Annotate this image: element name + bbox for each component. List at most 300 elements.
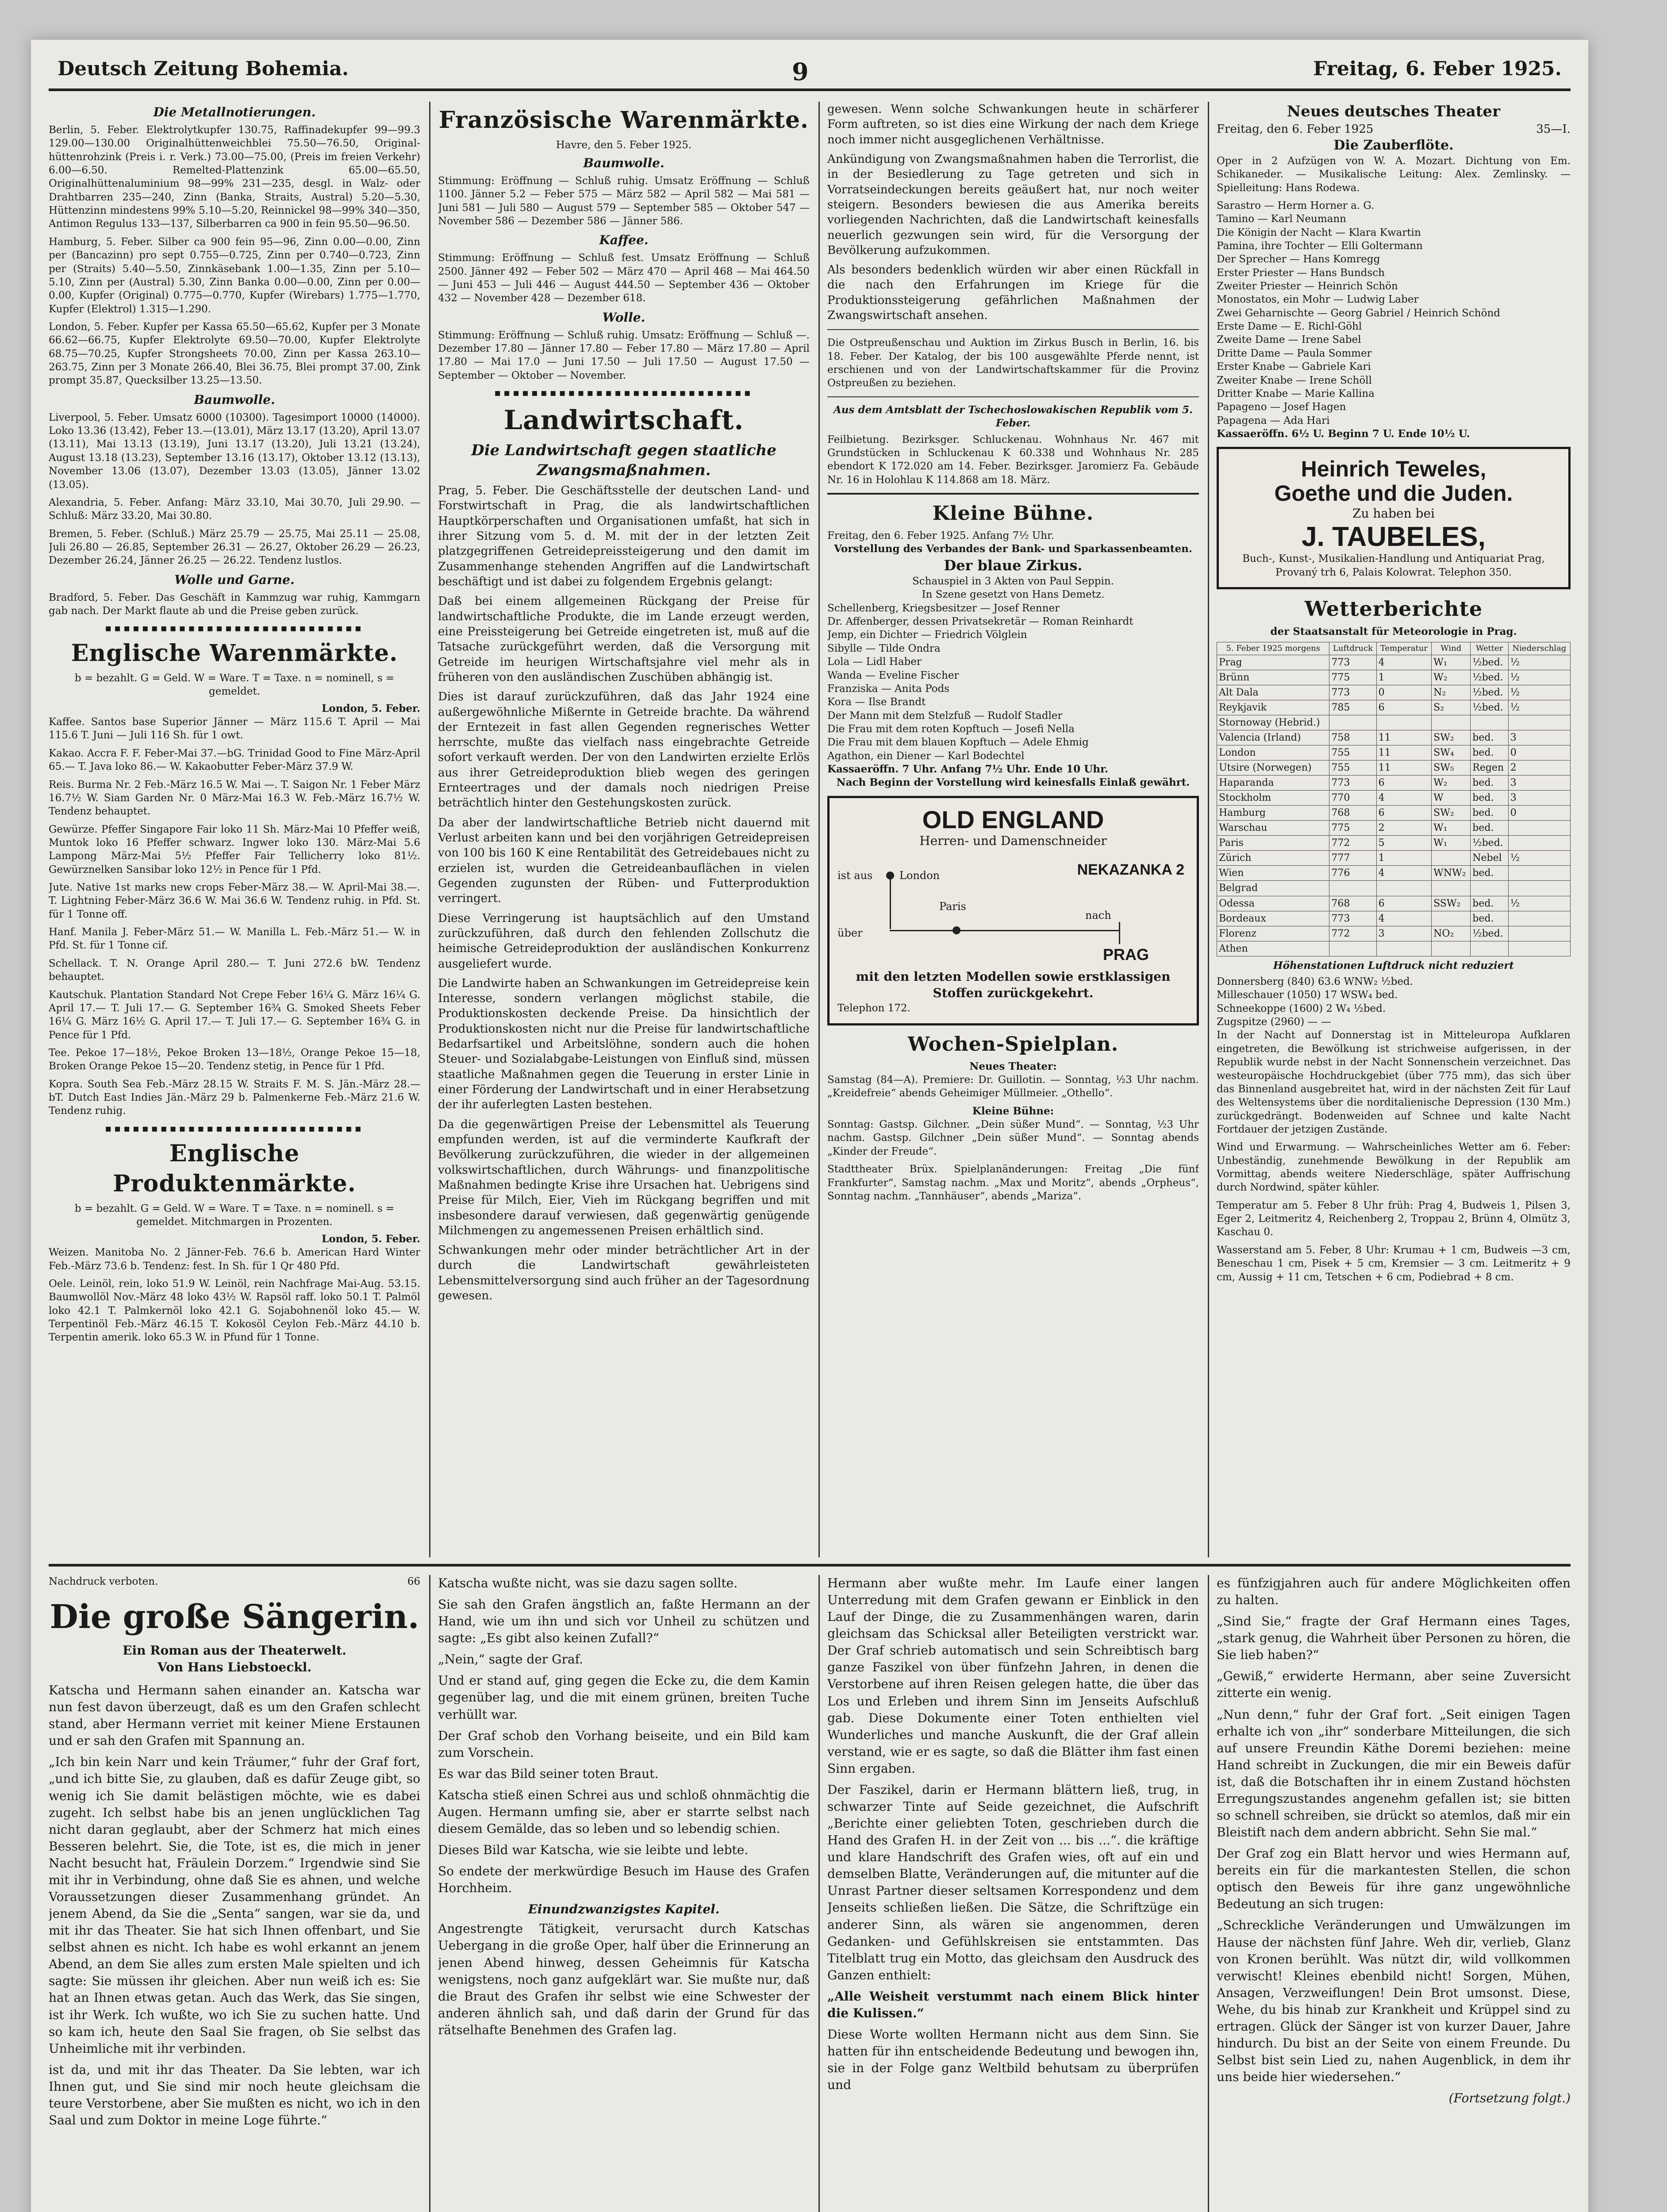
weather-value: 772 — [1329, 836, 1376, 851]
weather-station: Stornoway (Hebrid.) — [1217, 715, 1329, 730]
weather-value — [1508, 881, 1570, 896]
cast-line: Der Mann mit dem Stelzfuß — Rudolf Stadler — [827, 710, 1063, 722]
novel-paragraph: „Schreckliche Veränderungen und Umwälzungen im Hause der nächsten fünf Jahre. Weh dir, verlieb, Glanz von Kronen berühlt. Was nützt dir, wild vollkommen verwischt! Kleines ebenbild nicht! Sorgen, Mühen, Ansagen, Verzweiflungen! Dein Brot umsonst. Diese, Wehe, du bis hinab zur Krankheit und Krüppel sind zu ertragen. Glück der Sänger ist von kurzer Dauer, Jahre hindurch. Du bist an der Seite von einem Freunde. Du Selbst bist sein Lied zu, nahen Augenblick, in dem ihr uns beide hier wiedersehen.“ — [1217, 1918, 1571, 2085]
weather-row — [1217, 926, 1571, 941]
program-line: Stadttheater Brüx. Spielplanänderungen: Freitag „Die fünf Frankfurter“, Samstag nachm. „Max und Moritz“, abends „Orpheus“, Sonntag nachm. „Tannhäuser“, abends „Mariza“. — [827, 1164, 1199, 1202]
novel-paragraph: ist da, und mit ihr das Theater. Da Sie lebten, war ich Ihnen gut, und Sie sind mir noch heute gleichsam die teure Verstorbene, aber Sie mußten es nicht, wo ich in den Saal und zum Doktor in meine Loge führte.“ — [49, 2062, 420, 2128]
installment-number: 66 — [407, 1576, 420, 1587]
weather-value: 6 — [1376, 776, 1432, 791]
weather-value: SW₄ — [1432, 745, 1471, 760]
weather-value: 3 — [1508, 791, 1570, 806]
weather-paragraph: Temperatur am 5. Feber 8 Uhr früh: Prag 4, Budweis 1, Pilsen 3, Eger 2, Leitmeritz 4, Reichenberg 2, Troppau 2, Brünn 4, Olmütz 3, Kaschau 0. — [1217, 1199, 1571, 1238]
opera-title: Die Zauberflöte. — [1333, 138, 1454, 154]
opera-description: Oper in 2 Aufzügen von W. A. Mozart. Dichtung von Em. Schikaneder. — Musikalische Leitung: Alex. Zemlinsky. — Spielleitung: Hans Rodewa. — [1217, 155, 1571, 194]
weather-value: 6 — [1376, 896, 1432, 911]
novel-column-2 — [438, 1575, 810, 2212]
weather-header: Temperatur — [1376, 642, 1432, 655]
column-notices — [827, 102, 1199, 1557]
weather-value: 758 — [1329, 730, 1376, 745]
novel-paragraph: Katscha wußte nicht, was sie dazu sagen sollte. — [438, 1576, 738, 1590]
novel-author: Von Hans Liebstoeckl. — [157, 1659, 312, 1674]
cast-line: Dritte Dame — Paula Sommer — [1217, 347, 1372, 359]
divider — [827, 329, 1199, 330]
ad-phone: Telephon 172. — [837, 1002, 910, 1014]
cast-line: Die Königin der Nacht — Klara Kwartin — [1217, 227, 1421, 238]
novel-column-1 — [49, 1575, 420, 2212]
masthead-date: Freitag, 6. Feber 1925. — [1313, 58, 1562, 80]
weather-value: 0 — [1508, 806, 1570, 821]
column-divider — [1208, 102, 1209, 1557]
market-paragraph: Stimmung: Eröffnung — Schluß ruhig. Umsatz Eröffnung — Schluß 1100. Jänner 5.2 — Feber 575 — März 582 — April 582 — Mai 581 — Juni 581 — Juli 580 — August 579 — September 585 — Oktober 547 — November 586 — Dezember 586 — Jänner 586. — [438, 175, 810, 227]
weather-value: 1 — [1376, 670, 1432, 685]
weather-value: 11 — [1376, 760, 1432, 776]
weather-value: 755 — [1329, 760, 1376, 776]
ad-address: NEKAZANKA 2 — [1077, 861, 1184, 879]
cast-line: Zwei Geharnischte — Georg Gabriel / Heinrich Schönd — [1217, 307, 1500, 319]
weather-header: Wetter — [1471, 642, 1509, 655]
weather-value: ½ — [1508, 851, 1570, 866]
cast-line: Dr. Affenberger, dessen Privatsekretär — Roman Reinhardt — [827, 616, 1133, 628]
cast-line: Agathon, ein Diener — Karl Bodechtel — [827, 750, 1025, 762]
ad-tagline: mit den letzten Modellen sowie erstklassigen Stoffen zurückgekehrt. — [856, 969, 1171, 1001]
novel-paragraph: „Gewiß,“ erwiderte Hermann, aber seine Zuversicht zitterte ein wenig. — [1217, 1669, 1571, 1701]
weather-value: 772 — [1329, 926, 1376, 941]
weather-rows — [1217, 655, 1571, 956]
ad-subtitle: Herren- und Damenschneider — [919, 833, 1107, 849]
article-paragraph: Prag, 5. Feber. Die Geschäftsstelle der deutschen Land- und Forstwirtschaft in Prag, die als landwirtschaftlichen Hauptkörperschaften und Organisationen umfaßt, hat sich in ihrer Sitzung vom 5. d. M. mit der in der letzten Zeit platzgegriffenen Getreidepreissteigerung und den damit im Zusammenhange stehenden Angriffen auf die Landwirtschaft beschäftigt und ist dabei zu folgendem Ergebnis gelangt: — [438, 484, 810, 588]
weather-value: bed. — [1471, 911, 1509, 926]
novel-paragraph: Der Graf schob den Vorhang beiseite, und ein Bild kam zum Vorschein. — [438, 1728, 810, 1760]
weather-value — [1471, 881, 1509, 896]
novel-paragraph: Der Graf zog ein Blatt hervor und wies Hermann auf, bereits ein für die markantesten Stellen, die schon optisch den Beweis für ihre ganz ungewöhnliche Bedeutung an sich trugen: — [1217, 1846, 1571, 1912]
market-paragraph: Tee. Pekoe 17—18½, Pekoe Broken 13—18½, Orange Pekoe 15—18, Broken Orange Pekoe 15—20. Tendenz stetig, in Pence für 1 Pfd. — [49, 1047, 420, 1072]
french-markets-title: Französische Warenmärkte. — [438, 107, 809, 134]
weather-row — [1217, 806, 1571, 821]
weather-value: 773 — [1329, 911, 1376, 926]
station-line: Milleschauer (1050) 17 WSW₄ bed. — [1217, 989, 1398, 1001]
weather-value: W₁ — [1432, 655, 1471, 670]
weather-subtitle: der Staatsanstalt für Meteorologie in Prag. — [1270, 625, 1517, 637]
chapter-heading: Einundzwanzigstes Kapitel. — [528, 1902, 720, 1917]
market-paragraph: Stimmung: Eröffnung — Schluß fest. Umsatz Eröffnung — Schluß 2500. Jänner 492 — Feber 502 — März 470 — April 468 — Mai 464.50 — Juni 453 — Juli 446 — August 444.50 — September 436 — Oktober 432 — November 428 — Dezember 618. — [438, 252, 810, 304]
weather-station: Wien — [1217, 866, 1329, 881]
cast-line: Franziska — Anita Pods — [827, 683, 949, 695]
place-line: Havre, den 5. Feber 1925. — [556, 139, 692, 151]
weather-value — [1432, 715, 1471, 730]
route-label: Paris — [939, 900, 966, 913]
weather-value: 3 — [1508, 730, 1570, 745]
weather-value: ½ — [1508, 896, 1570, 911]
agriculture-title: Landwirtschaft. — [503, 405, 744, 436]
cast-line: Kassaeröffn. 6½ U. Beginn 7 U. Ende 10½ U. — [1217, 427, 1470, 440]
column-markets — [49, 102, 420, 1557]
weather-value: ½bed. — [1471, 836, 1509, 851]
weather-value: 2 — [1376, 821, 1432, 836]
weather-value: bed. — [1471, 730, 1509, 745]
cast-line: Monostatos, ein Mohr — Ludwig Laber — [1217, 294, 1419, 306]
cast-line: Zweite Dame — Irene Sabel — [1217, 334, 1361, 346]
weather-row — [1217, 685, 1571, 700]
divider — [827, 396, 1199, 397]
program-line: Freitag, den 6. Feber 1925. Anfang 7½ Uhr. — [827, 530, 1054, 542]
market-paragraph: Weizen. Manitoba No. 2 Jänner-Feb. 76.6 b. American Hard Winter Feb.-März 73.6 b. Tendenz: fest. In Sh. für 1 Qr 480 Pfd. — [49, 1247, 420, 1272]
weather-value: bed. — [1471, 745, 1509, 760]
market-paragraph: Liverpool, 5. Feber. Umsatz 6000 (10300). Tagesimport 10000 (14000). Loko 13.36 (13.42), Feber 13.—(13.01), März 13.17 (13.20), April 13.07 (13.11), Mai 13.13 (13.19), Juni 13.17 (13.20), Juli 13.21 (13.24), August 13.18 (13.23), September 13.16 (13.17), Oktober 13.12 (13.13), November 13.06 (13.07), Dezember 13.03 (13.05), Jänner 13.02 (13.05). — [49, 411, 420, 491]
weather-value: ½ — [1508, 685, 1570, 700]
route-label: PRAG — [1103, 945, 1149, 964]
cast-line: Die Frau mit dem blauen Kopftuch — Adele Ehmig — [827, 737, 1089, 749]
cotton-heading: Baumwolle. — [194, 392, 275, 407]
weather-value: 768 — [1329, 806, 1376, 821]
article-paragraph: Schwankungen mehr oder minder beträchtlicher Art in der durch die Landwirtschaft gewährleisteten Lebensmittelversorgung sind auch früher an der Tagesordnung gewesen. — [438, 1244, 810, 1303]
market-paragraph: Berlin, 5. Feber. Elektrolytkupfer 130.75, Raffinadekupfer 99—99.3 129.00—130.00 Originalhüttenweichblei 75.50—76.50, Original-hüttenrohzink (Preis i. r. Verk.) 73.00—75.00, (Preis im freien Verkehr) 6.00—6.50. Remelted-Plattenzink 65.00—65.50, Originalhüttenaluminium 98—99% 231—235, desgl. in Walz- oder Drahtbarren 235—240, Zinn (Banka, Straits, Austral) 5.20—5.30, Hüttenzinn mindestens 99% 5.10—5.20, Reinnickel 98—99% 340—350, Antimon Regulus 133—137, Silberbarren ca 900 in fein 95.50—96.50. — [49, 124, 420, 230]
cast-line: Papageno — Josef Hagen — [1217, 401, 1346, 413]
weather-value: 5 — [1376, 836, 1432, 851]
weather-value: W₂ — [1432, 776, 1471, 791]
station-line: Zugspitze (2960) — — — [1217, 1016, 1331, 1028]
program-line: Vorstellung des Verbandes der Bank- und Sparkassenbeamten. — [834, 543, 1192, 555]
market-paragraph: Kopra. South Sea Feb.-März 28.15 W. Straits F. M. S. Jän.-März 28.— bT. Dutch East Indies Jän.-März 29 b. Palmenkerne Feb.-März 21.6 W. Tendenz ruhig. — [49, 1078, 420, 1117]
novel-paragraph: Dieses Bild war Katscha, wie sie leibte und lebte. — [438, 1843, 749, 1858]
cast-line: Lola — Lidl Haber — [827, 656, 922, 668]
place-line: London, 5. Feber. — [322, 1233, 420, 1245]
continued-note: (Fortsetzung folgt.) — [1448, 2091, 1571, 2106]
weather-value: ½bed. — [1471, 670, 1509, 685]
metals-heading: Die Metallnotierungen. — [153, 105, 316, 119]
ad-line: Buch-, Kunst-, Musikalien-Handlung und Antiquariat Prag, Provaný trh 6, Palais Kolowrat. Telephon 350. — [1242, 553, 1545, 578]
weather-header: 5. Feber 1925 morgens — [1217, 642, 1329, 655]
novel-paragraph: „Alle Weisheit verstummt nach einem Blick hinter die Kulissen.“ — [827, 1989, 1199, 2020]
weather-value — [1508, 715, 1570, 730]
newspaper-page — [31, 40, 1588, 2212]
weather-station: Stockholm — [1217, 791, 1329, 806]
cast-line: Sarastro — Herm Horner a. G. — [1217, 200, 1375, 211]
weather-value: 4 — [1376, 911, 1432, 926]
column-divider — [429, 1575, 430, 2212]
weather-station: Prag — [1217, 655, 1329, 670]
column-divider — [429, 102, 430, 1557]
ornament-divider: ▪▪▪▪▪▪▪▪▪▪▪▪▪▪▪▪▪▪▪▪▪▪▪▪▪▪▪▪ — [105, 623, 364, 634]
weather-value: 777 — [1329, 851, 1376, 866]
weather-value — [1508, 836, 1570, 851]
novel-paragraph: Der Faszikel, darin er Hermann blättern ließ, trug, in schwarzer Tinte auf Seide gezeichnet, die Aufschrift „Berichte einer geliebten Toten, geschrieben durch die Hand des Grafen H. in der Zeit von ... bis ...“. die kräftige und klare Handschrift des Grafen wies, oft auf ein und demselben Blatte, Veränderungen auf, die mitunter auf die Unrast Partner dieser seltsamen Korrespondenz und dem Jenseits schließen ließen. Die Sätze, die Schriftzüge ein anderer Sinn, als wären sie angenommen, deren Gedanken- und Gefühlskreisen sie entstammten. Das Titelblatt trug ein Motto, das gleichsam den Ausdruck des Ganzen enthielt: — [827, 1782, 1199, 1982]
weather-header: Luftdruck — [1329, 642, 1376, 655]
cast-line: Pamina, ihre Tochter — Elli Goltermann — [1217, 240, 1423, 252]
weather-station: Athen — [1217, 941, 1329, 956]
theater-number: 35—I. — [1536, 122, 1571, 136]
market-paragraph: Schellack. T. N. Orange April 280.— T. Juni 272.6 bW. Tendenz behauptet. — [49, 957, 420, 983]
weather-row — [1217, 655, 1571, 670]
weather-value: 773 — [1329, 776, 1376, 791]
column-agriculture — [438, 102, 810, 1557]
cast-line: Papagena — Ada Hari — [1217, 415, 1330, 426]
weather-value: bed. — [1471, 791, 1509, 806]
article-paragraph: Dies ist darauf zurückzuführen, daß das Jahr 1924 eine außergewöhnliche Mißernte in Getreide brachte. Da während der Erntezeit in fast allen Gegenden regnerisches Wetter herrschte, mußte das vielfach nass eingebrachte Getreide sofort verkauft werden. Der von den Landwirten erzielte Erlös aus ihrer Getreideproduktion blieb wegen des geringen Ernteertrages und der damals noch niedrigen Preise beträchtlich hinter den Gestehungskosten zurück. — [438, 690, 810, 810]
weather-value — [1376, 715, 1432, 730]
weather-value: bed. — [1471, 821, 1509, 836]
notice-paragraph: Feilbietung. Bezirksger. Schluckenau. Wohnhaus Nr. 467 mit Grundstücken in Schluckenau K 60.338 und Wohnhaus Nr. 285 ebendort K 172.020 am 14. Feber. Bezirksger. Jaromierz Fa. Gebäude Nr. 16 in Holohlau K 114.868 am 18. März. — [827, 434, 1199, 486]
weather-value: ½ — [1508, 700, 1570, 715]
weather-header: Niederschlag — [1508, 642, 1570, 655]
theater-date-row — [1217, 122, 1571, 137]
ad-line: Zu haben bei — [1352, 506, 1435, 521]
weather-station: Brünn — [1217, 670, 1329, 685]
program-line: Kleine Bühne: — [972, 1105, 1054, 1117]
cast-line: Erste Dame — E. Richl-Göhl — [1217, 321, 1362, 333]
novel-paragraph: „Nun denn,“ fuhr der Graf fort. „Seit einigen Tagen erhalte ich von „ihr“ sonderbare Mitteilungen, die sich auf unsere Freundin Käthe Doremi beziehen: meine Hand schreibt in Zuckungen, die mir ein Beweis dafür ist, daß die Botschaften ihr in einem Zustand höchsten Erregungszustandes angenehm gefallen ist; sie bitten so schnell schreiben, sie drückt so atemlos, daß mir ein Bleistift nach dem andern abbricht. Sehn Sie mal.“ — [1217, 1707, 1571, 1840]
column-theater-weather — [1217, 102, 1571, 1557]
novel-subtitle: Ein Roman aus der Theaterwelt. — [123, 1643, 346, 1658]
weather-station: Florenz — [1217, 926, 1329, 941]
play-title: Der blaue Zirkus. — [944, 557, 1083, 574]
route-label: über — [837, 927, 863, 940]
weather-station: Bordeaux — [1217, 911, 1329, 926]
weather-row — [1217, 791, 1571, 806]
weather-row — [1217, 776, 1571, 791]
market-paragraph: Oele. Leinöl, rein, loko 51.9 W. Leinöl, rein Nachfrage Mai-Aug. 53.15. Baumwollöl Nov.-März 48 loko 43½ W. Rapsöl raff. loko 50.1 T. Palmöl loko 42.1 T. Palmkernöl loko 42.1 G. Sojabohnenöl loko 45.— W. Terpentinöl Feb.-März 46.15 T. Kokosöl Ceylon Feb.-März 44.10 b. Terpentin amerik. loko 65.3 W. in Pfund für 1 Tonne. — [49, 1278, 420, 1344]
weather-row — [1217, 941, 1571, 956]
novel-paragraph: Sie sah den Grafen ängstlich an, faßte Hermann an der Hand, wie um ihn und sich vor Unheil zu schützen und sagte: „Es gibt also keinen Zufall?“ — [438, 1597, 810, 1646]
weather-value — [1508, 926, 1570, 941]
article-paragraph: Als besonders bedenklich würden wir aber einen Rückfall in die nach den Erfahrungen im Kriege für die Produktionssteigerung gefährlichen Maßnahmen der Zwangswirtschaft ansehen. — [827, 263, 1199, 323]
article-paragraph: Daß bei einem allgemeinen Rückgang der Preise für landwirtschaftliche Produkte, die im Lande erzeugt werden, eine Preissteigerung bei Getreide eingetreten ist, muß auf die Tatsache zurückgeführt werden, daß die Versorgung mit Getreide im heurigen Wirtschaftsjahre viel mehr als in früheren von den ausländischen Zuschüben abhängig ist. — [438, 595, 810, 684]
weather-value: 0 — [1508, 745, 1570, 760]
weather-row — [1217, 881, 1571, 896]
novel-column-4 — [1217, 1575, 1571, 2212]
ad-line: Goethe und die Juden. — [1274, 481, 1513, 506]
weather-value: 776 — [1329, 866, 1376, 881]
novel-paragraph: „Sind Sie,“ fragte der Graf Hermann eines Tages, „stark genug, die Wahrheit über Personen zu hören, die Sie lieb haben?“ — [1217, 1614, 1571, 1663]
weather-station: Valencia (Irland) — [1217, 730, 1329, 745]
market-paragraph: Hanf. Manila J. Feber-März 51.— W. Manilla L. Feb.-März 51.— W. in Pfd. St. für 1 Tonne cif. — [49, 926, 420, 952]
cotton-heading: Baumwolle. — [583, 155, 664, 170]
market-paragraph: Kakao. Accra F. F. Feber-Mai 37.—bG. Trinidad Good to Fine März-April 65.— T. Java loko 86.— W. Kakaobutter Feber-März 37.9 W. — [49, 747, 420, 773]
route-line — [890, 930, 1120, 931]
weather-value: N₂ — [1432, 685, 1471, 700]
wool-heading: Wolle und Garne. — [174, 572, 295, 587]
program-line: Sonntag: Gastsp. Gilchner. „Dein süßer Mund“. — Sonntag, ½3 Uhr nachm. Gastsp. Gilchner „Dein süßer Mund“. — Sonntag abends „Kinder der Freude“. — [827, 1119, 1199, 1157]
market-paragraph: Kaffee. Santos base Superior Jänner — März 115.6 T. April — Mai 115.6 T. Juni — Juli 116 Sh. für 1 owt. — [49, 716, 420, 741]
weather-value — [1376, 941, 1432, 956]
weather-value: 0 — [1376, 685, 1432, 700]
taubeles-ad — [1217, 447, 1571, 589]
ornament-divider: ▪▪▪▪▪▪▪▪▪▪▪▪▪▪▪▪▪▪▪▪▪▪▪▪▪▪▪▪ — [105, 1123, 364, 1134]
weather-value — [1376, 881, 1432, 896]
agriculture-subtitle: Die Landwirtschaft gegen staatliche Zwangsmaßnahmen. — [471, 442, 776, 480]
weather-value: Nebel — [1471, 851, 1509, 866]
cast-line: Tamino — Karl Neumann — [1217, 213, 1346, 225]
novel-paragraph: Hermann aber wußte mehr. Im Laufe einer langen Unterredung mit dem Grafen gewann er Einblick in den Lauf der Dinge, die zu Zusammenhängen waren, darin gleichsam das Schicksal aller Beteiligten verstrickt war. Der Graf schrieb automatisch und sein Schreibtisch barg ganze Faszikel von über fünfzehn Jahren, in denen die Verstorbene auf ihren Reisen gelegen hatte, die über das Los und Erleben und ihrem Sinn im Jenseits Aufschluß gab. Diese Dokumente einer Toten enthielten viel Wunderliches und manche Auskunft, die der Graf allein verstand, wie er es sagte, so daß die Blätter ihm fast einen Sinn ergaben. — [827, 1576, 1199, 1776]
weather-value: Regen — [1471, 760, 1509, 776]
weather-value: ½bed. — [1471, 700, 1509, 715]
cast-line: Erster Knabe — Gabriele Kari — [1217, 361, 1371, 373]
weather-value — [1432, 851, 1471, 866]
weather-value: 2 — [1508, 760, 1570, 776]
weather-value: W₂ — [1432, 670, 1471, 685]
theater-title: Neues deutsches Theater — [1287, 103, 1500, 120]
weather-value: 6 — [1376, 806, 1432, 821]
route-label: ist aus — [837, 869, 873, 882]
weather-row — [1217, 911, 1571, 926]
stations-heading: Höhenstationen Luftdruck nicht reduziert — [1273, 959, 1514, 972]
station-line: Schneekoppe (1600) 2 W₄ ½bed. — [1217, 1002, 1386, 1014]
novel-paragraph: „Nein,“ sagte der Graf. — [438, 1652, 583, 1667]
novel-column-3 — [827, 1575, 1199, 2212]
route-label: nach — [1085, 909, 1111, 922]
weather-value — [1432, 911, 1471, 926]
weekly-program-title: Wochen-Spielplan. — [907, 1033, 1119, 1056]
weather-value: W — [1432, 791, 1471, 806]
weather-row — [1217, 836, 1571, 851]
novel-paragraph: Diese Worte wollten Hermann nicht aus dem Sinn. Sie hatten für ihn entscheidende Bedeutung und bewogen ihn, sie in der Folge ganz Weltbild behutsam zu überprüfen und — [827, 2027, 1199, 2093]
masthead-left: Deutsch Zeitung Bohemia. — [58, 58, 349, 80]
program-line: Samstag (84—A). Premiere: Dr. Guillotin. — Sonntag, ½3 Uhr nachm. „Kreidefreie“ abends Geheimiger Müllmeier. „Othello“. — [827, 1074, 1199, 1099]
program-line: Neues Theater: — [969, 1060, 1057, 1072]
program-line: Schauspiel in 3 Akten von Paul Seppin. — [912, 576, 1114, 587]
weather-value: 755 — [1329, 745, 1376, 760]
cast-line: Zweiter Knabe — Irene Schöll — [1217, 374, 1372, 386]
column-divider — [818, 1575, 820, 2212]
weather-title: Wetterberichte — [1304, 597, 1483, 621]
legend-text: b = bezahlt. G = Geld. W = Ware. T = Taxe. n = nominell, s = gemeldet. — [74, 672, 395, 698]
weather-row — [1217, 715, 1571, 730]
cast-line: Erster Priester — Hans Bundsch — [1217, 267, 1385, 279]
weather-row — [1217, 866, 1571, 881]
weather-row — [1217, 730, 1571, 745]
article-paragraph: Die Landwirte haben an Schwankungen im Getreidepreise kein Interesse, sondern verlangen möglichst stabile, die Produktionskosten deckende Preise. Da hinsichtlich der Produktionskosten nicht nur die Preise für landwirtschaftliche Bedarfsartikel und Arbeitslöhne, sondern auch die hohen Steuer- und Sozialabgabe-Leistungen von Einfluß sind, müssen staatliche Maßnahmen gegen die Teuerung in erster Linie in einer Förderung der Landwirtschaft und in einer Herabsetzung der ihr auferlegten Lasten bestehen. — [438, 976, 810, 1112]
weather-value — [1329, 941, 1376, 956]
novel-paragraph: Und er stand auf, ging gegen die Ecke zu, die dem Kamin gegenüber lag, und die mit einem grünen, breiten Tuche verhüllt war. — [438, 1673, 810, 1722]
weather-value: 773 — [1329, 655, 1376, 670]
weather-value: SSW₂ — [1432, 896, 1471, 911]
weather-value: WNW₂ — [1432, 866, 1471, 881]
cast-line: Sibylle — Tilde Ondra — [827, 642, 941, 654]
article-paragraph: Diese Verringerung ist hauptsächlich auf den Umstand zurückzuführen, daß durch den fehlenden Zollschutz die heimische Getreideproduktion der ausländischen Konkurrenz ausgeliefert wurde. — [438, 911, 810, 971]
weather-value: SW₅ — [1432, 760, 1471, 776]
market-paragraph: Bremen, 5. Feber. (Schluß.) März 25.79 — 25.75, Mai 25.11 — 25.08, Juli 26.80 — 26.85, September 26.31 — 26.27, Oktober 26.29 — 26.23, Dezember 26.24, Jänner 26.25 — 26.22. Tendenz lustlos. — [49, 528, 420, 567]
article-paragraph: Da die gegenwärtigen Preise der Lebensmittel als Teuerung empfunden werden, ist auf die verminderte Kaufkraft der Bevölkerung zurückzuführen, die wieder in der allgemeinen volkswirtschaftlichen, durch Währungs- und finanzpolitische Maßnahmen bedingte Krise ihre Ursachen hat. Uebrigens sind Preise für Milch, Eier, Vieh im Rückgang begriffen und mit insbesondere darauf verwiesen, daß gegenwärtig genügende Milchmengen zu angemessenen Preisen erhältlich sind. — [438, 1118, 810, 1237]
notice-heading: Aus dem Amtsblatt der Tschechoslowakischen Republik vom 5. Feber. — [833, 403, 1193, 430]
ad-title: OLD ENGLAND — [922, 805, 1104, 833]
route-label: London — [899, 869, 940, 882]
novel-meta — [49, 1575, 420, 1589]
wool-heading: Wolle. — [602, 310, 645, 325]
novel-paragraph: So endete der merkwürdige Besuch im Hause des Grafen Horchheim. — [438, 1864, 810, 1896]
notice-paragraph: Die Ostpreußenschau und Auktion im Zirkus Busch in Berlin, 16. bis 18. Feber. Der Katalog, der bis 100 ausgewählte Pferde nennt, ist erschienen und von der Landwirtschaftskammer für die Provinz Ostpreußen zu beziehen. — [827, 337, 1199, 389]
weather-station: Zürich — [1217, 851, 1329, 866]
weather-table — [1217, 642, 1571, 956]
weather-value: 768 — [1329, 896, 1376, 911]
feuilleton-rule — [49, 1564, 1571, 1567]
route-line — [1119, 922, 1120, 944]
weather-station: Odessa — [1217, 896, 1329, 911]
column-divider — [818, 102, 820, 1557]
cast-line: Schellenberg, Kriegsbesitzer — Josef Renner — [827, 602, 1060, 614]
weather-value: bed. — [1471, 806, 1509, 821]
weather-row — [1217, 821, 1571, 836]
weather-value: ½ — [1508, 670, 1570, 685]
column-divider — [1208, 1575, 1209, 2212]
weather-station: Hamburg — [1217, 806, 1329, 821]
program-line: In Szene gesetzt von Hans Demetz. — [922, 589, 1105, 601]
weather-paragraph: In der Nacht auf Donnerstag ist in Mitteleuropa Aufklaren eingetreten, die Bewölkung ist strichweise aufgerissen, in der Republik wurde nebst in der Nacht Sonnenschein verzeichnet. Das westeuropäische Hochdruckgebiet (über 775 mm), das sich über das Binnenland ausgebreitet hat, wird in der nächsten Zeit für Lauf des Weltensystems über die norditalienische Depression (130 Mm.) zurückgedrängt. Bodenweiden auf Schnee und kalte Nacht Fortdauer der jetzigen Zustände. — [1217, 1029, 1571, 1135]
kleine-buehne-title: Kleine Bühne. — [932, 502, 1094, 525]
novel-title: Die große Sängerin. — [50, 1598, 419, 1636]
weather-value: 773 — [1329, 685, 1376, 700]
weather-value: 775 — [1329, 670, 1376, 685]
weather-station: Paris — [1217, 836, 1329, 851]
cast-line: Kora — Ilse Brandt — [827, 696, 926, 708]
weather-row — [1217, 745, 1571, 760]
weather-header: Wind — [1432, 642, 1471, 655]
weather-value: ½bed. — [1471, 685, 1509, 700]
route-graphic — [837, 856, 1189, 966]
cast-line: Zweiter Priester — Heinrich Schön — [1217, 280, 1398, 292]
coffee-heading: Kaffee. — [599, 233, 649, 248]
weather-value: bed. — [1471, 896, 1509, 911]
station-line: Donnersberg (840) 63.6 WNW₂ ½bed. — [1217, 976, 1413, 987]
weather-value: bed. — [1471, 776, 1509, 791]
theater-date: Freitag, den 6. Feber 1925 — [1217, 122, 1374, 136]
weather-value: 3 — [1508, 776, 1570, 791]
weather-value: 775 — [1329, 821, 1376, 836]
weather-station: Belgrad — [1217, 881, 1329, 896]
weather-value: S₂ — [1432, 700, 1471, 715]
weather-value: 3 — [1376, 926, 1432, 941]
weather-row — [1217, 700, 1571, 715]
weather-value: 6 — [1376, 700, 1432, 715]
market-paragraph: Reis. Burma Nr. 2 Feb.-März 16.5 W. Mai —. T. Saigon Nr. 1 Feber März 16.7½ W. Siam Garden Nr. 0 März-Mai 16.3 W. Feb.-März 16.7½ W. Tendenz behauptet. — [49, 779, 420, 818]
market-paragraph: Kautschuk. Plantation Standard Not Crepe Feber 16¼ G. März 16¼ G. April 17.— T. Juli 17.— G. September 16¾ G. Smoked Sheets Feber 16¼ G. März 16½ G. April 17.— T. Juli 17.— G. September 16¾ G. in Pence für 1 Pfd. — [49, 989, 420, 1041]
weather-value: SW₂ — [1432, 730, 1471, 745]
weather-value — [1508, 866, 1570, 881]
weather-value: ½bed. — [1471, 926, 1509, 941]
cast-line: Wanda — Eveline Fischer — [827, 669, 959, 681]
weather-station: Warschau — [1217, 821, 1329, 836]
weather-station: Haparanda — [1217, 776, 1329, 791]
weather-paragraph: Wind und Erwarmung. — Wahrscheinliches Wetter am 6. Feber: Unbeständig, zunehmende Bewölkung in der Republik am Vormittag, abends weitere Niederschläge, später Auffrischung durch Nordwind, später kühler. — [1217, 1141, 1571, 1194]
weather-value: NO₂ — [1432, 926, 1471, 941]
program-line: Kassaeröffn. 7 Uhr. Anfang 7½ Uhr. Ende 10 Uhr. — [827, 763, 1108, 776]
weather-value — [1508, 911, 1570, 926]
novel-paragraph: es fünfzigjahren auch für andere Möglichkeiten offen zu halten. — [1217, 1576, 1571, 1608]
weather-value — [1432, 881, 1471, 896]
old-england-ad — [827, 796, 1199, 1025]
program-line: Nach Beginn der Vorstellung wird keinesfalls Einlaß gewährt. — [836, 776, 1190, 789]
article-paragraph: Da aber der landwirtschaftliche Betrieb nicht dauernd mit Verlust arbeiten kann und bei den vorjährigen Getreidepreisen von 100 bis 160 K eine Rentabilität des Getreidebaues nicht zu erzielen ist, wurden die Getreideanbauflächen in vielen Gegenden zugunsten der Rüben- und Futterproduktion verringert. — [438, 816, 810, 906]
weather-value: 4 — [1376, 866, 1432, 881]
novel-paragraph: Es war das Bild seiner toten Braut. — [438, 1766, 659, 1781]
ad-line: J. TAUBELES, — [1302, 522, 1486, 553]
weather-value — [1432, 941, 1471, 956]
cast-line: Die Frau mit dem roten Kopftuch — Josefi Nella — [827, 723, 1075, 735]
novel-paragraph: Katscha und Hermann sahen einander an. Katscha war nun fest davon überzeugt, daß es um den Grafen schlecht stand, aber Hermann verriet mit keiner Miene Erstaunen und er sah den Grafen mit Spannung an. — [49, 1683, 420, 1748]
english-products-title: Englische Produktenmärkte. — [113, 1140, 356, 1198]
weather-value — [1508, 941, 1570, 956]
weather-value — [1471, 715, 1509, 730]
weather-value: 11 — [1376, 730, 1432, 745]
weather-station: London — [1217, 745, 1329, 760]
weather-value — [1329, 715, 1376, 730]
weather-row — [1217, 760, 1571, 776]
weather-value — [1329, 881, 1376, 896]
market-paragraph: Hamburg, 5. Feber. Silber ca 900 fein 95—96, Zinn 0.00—0.00, Zinn per (Bancazinn) pro sept 0.755—0.725, Zinn per 0.740—0.723, Zinn per (Straits) 5.40—5.50, Zinnkäsebank 1.00—1.35, Zinn per 5.10—5.10, Zinn per (Austral) 5.30, Zinn Banka 0.00—0.00, Zinn per 0.00—0.00, Kupfer (Original) 0.775—0.770, Kupfer (Wirebars) 1.775—1.770, Kupfer (Elektrol) 1.315—1.290. — [49, 236, 420, 315]
market-paragraph: Alexandria, 5. Feber. Anfang: März 33.10, Mai 30.70, Juli 29.90. — Schluß: März 33.20, Mai 30.80. — [49, 496, 420, 522]
article-paragraph: gewesen. Wenn solche Schwankungen heute in schärferer Form auftreten, so ist dies eine Wirkung der nach dem Kriege noch immer nicht ausgeglichenen Verhältnisse. — [827, 103, 1199, 146]
ad-line: Heinrich Teweles, — [1301, 457, 1486, 482]
english-markets-title: Englische Warenmärkte. — [71, 640, 398, 667]
novel-paragraph: „Ich bin kein Narr und kein Träumer,“ fuhr der Graf fort, „und ich bitte Sie, zu glauben, daß es dafür Zeuge gibt, so wenig ich Sie damit belästigen möchte, wie es dabei zugeht. Ich selbst habe bis an jenen unglücklichen Tag nicht daran geglaubt, aber der Schmerz hat mich eines Besseren belehrt. Sie, die Tote, ist es, die mich in jener Nacht besucht hat, Fräulein Dorzem.“ Irgendwie sind Sie mit ihr in Verbindung, ohne daß Sie es ahnen, und welche Voraussetzungen dieser Zusammenhang gründet. An jenem Abend, da Sie die „Senta“ sangen, war sie da, und mit ihr das Theater. Sie hat sich Ihnen offenbart, und Sie selbst ahnen es nicht. Ich habe es wohl erkannt an jenem Abend, an dem Sie alles zum ersten Male spielten und ich sagte: Sie müssen ihr gleichen. Aber nun weiß ich es: Sie hat an Ihnen etwas getan. Auch das Werk, das Sie singen, ist ihr Werk. Ich wußte, wo ich Sie zu suchen hatte. Und so kam ich, heute den Saal Sie fragen, ob Sie selbst das Unheimliche mit ihr verbinden. — [49, 1755, 420, 2056]
